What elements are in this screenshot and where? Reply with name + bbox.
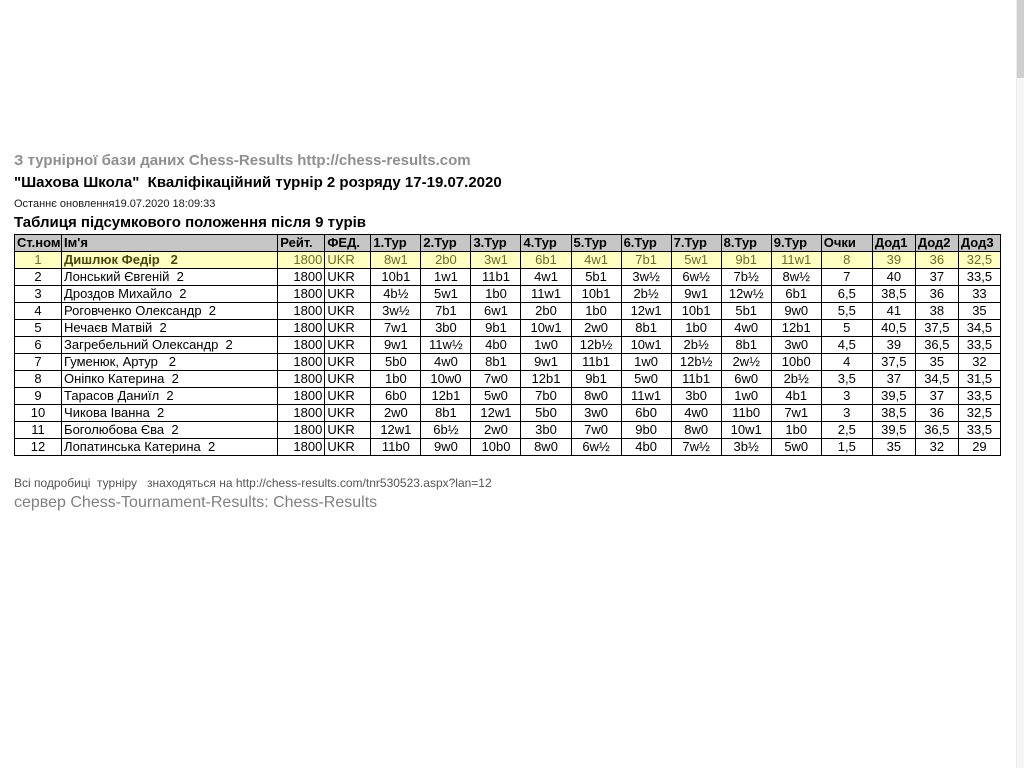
standings-table-title: Таблиця підсумкового положення після 9 турів — [14, 214, 366, 231]
cell-col-rating: 1800 — [278, 269, 325, 286]
cell-col-dod1: 37 — [872, 371, 915, 388]
cell-col-round-9: 12b1 — [771, 320, 821, 337]
cell-col-round-8: 7b½ — [721, 269, 771, 286]
cell-col-round-3: 6w1 — [471, 303, 521, 320]
cell-col-startnum: 12 — [15, 439, 62, 456]
cell-col-round-4: 11w1 — [521, 286, 571, 303]
cell-col-round-9: 5w0 — [771, 439, 821, 456]
cell-col-round-9: 8w½ — [771, 269, 821, 286]
cell-col-dod3: 33,5 — [958, 388, 1000, 405]
cell-col-round-6: 3w½ — [621, 269, 671, 286]
header-col-round-1: 1.Тур — [371, 235, 421, 252]
cell-col-round-2: 12b1 — [421, 388, 471, 405]
cell-col-rating: 1800 — [278, 439, 325, 456]
cell-col-startnum: 10 — [15, 405, 62, 422]
cell-col-round-5: 3w0 — [571, 405, 621, 422]
header-col-round-8: 8.Тур — [721, 235, 771, 252]
cell-col-round-4: 4w1 — [521, 269, 571, 286]
cell-col-points: 4 — [821, 354, 872, 371]
cell-col-rating: 1800 — [278, 337, 325, 354]
cell-col-round-7: 3b0 — [671, 388, 721, 405]
cell-col-round-5: 11b1 — [571, 354, 621, 371]
cell-col-round-4: 2b0 — [521, 303, 571, 320]
header-col-round-6: 6.Тур — [621, 235, 671, 252]
header-col-round-2: 2.Тур — [421, 235, 471, 252]
cell-col-dod3: 29 — [958, 439, 1000, 456]
cell-col-round-1: 10b1 — [371, 269, 421, 286]
cell-col-round-7: 10b1 — [671, 303, 721, 320]
cell-col-federation: UKR — [325, 439, 371, 456]
header-col-dod2: Дод2 — [915, 235, 958, 252]
cell-col-name: Боголюбова Єва 2 — [62, 422, 278, 439]
cell-col-round-6: 5w0 — [621, 371, 671, 388]
cell-col-round-7: 8w0 — [671, 422, 721, 439]
cell-col-round-1: 11b0 — [371, 439, 421, 456]
cell-col-dod2: 37 — [915, 269, 958, 286]
page-content — [14, 152, 1006, 512]
cell-col-name: Нечаєв Матвій 2 — [62, 320, 278, 337]
cell-col-round-8: 12w½ — [721, 286, 771, 303]
cell-col-round-6: 1w0 — [621, 354, 671, 371]
cell-col-dod1: 39 — [872, 337, 915, 354]
cell-col-round-4: 6b1 — [521, 252, 571, 269]
cell-col-round-3: 11b1 — [471, 269, 521, 286]
cell-col-round-1: 4b½ — [371, 286, 421, 303]
table-row — [15, 286, 1001, 303]
header-col-name: Ім'я — [62, 235, 278, 252]
cell-col-dod2: 34,5 — [915, 371, 958, 388]
vertical-scrollbar[interactable] — [1016, 0, 1024, 768]
cell-col-federation: UKR — [325, 286, 371, 303]
footer-server-line: сервер Chess-Tournament-Results: Chess-Results — [14, 494, 378, 511]
cell-col-federation: UKR — [325, 337, 371, 354]
cell-col-round-1: 6b0 — [371, 388, 421, 405]
cell-col-round-9: 4b1 — [771, 388, 821, 405]
table-row — [15, 422, 1001, 439]
table-row-highlighted — [15, 252, 1001, 269]
cell-col-startnum: 6 — [15, 337, 62, 354]
cell-col-rating: 1800 — [278, 405, 325, 422]
cell-col-round-1: 7w1 — [371, 320, 421, 337]
cell-col-points: 5 — [821, 320, 872, 337]
header-col-round-7: 7.Тур — [671, 235, 721, 252]
cell-col-round-9: 10b0 — [771, 354, 821, 371]
last-update-timestamp: Останнє оновлення19.07.2020 18:09:33 — [14, 198, 216, 210]
table-header-row — [15, 235, 1001, 252]
cell-col-round-4: 8w0 — [521, 439, 571, 456]
standings-table — [14, 234, 1001, 456]
cell-col-round-6: 10w1 — [621, 337, 671, 354]
cell-col-round-6: 12w1 — [621, 303, 671, 320]
cell-col-dod1: 39,5 — [872, 388, 915, 405]
cell-col-round-1: 2w0 — [371, 405, 421, 422]
cell-col-points: 2,5 — [821, 422, 872, 439]
cell-col-federation: UKR — [325, 405, 371, 422]
cell-col-name: Лопатинська Катерина 2 — [62, 439, 278, 456]
cell-col-name: Роговченко Олександр 2 — [62, 303, 278, 320]
cell-col-round-8: 6w0 — [721, 371, 771, 388]
header-col-startnum: Ст.ном — [15, 235, 62, 252]
cell-col-rating: 1800 — [278, 371, 325, 388]
cell-col-round-1: 8w1 — [371, 252, 421, 269]
cell-col-round-6: 4b0 — [621, 439, 671, 456]
cell-col-dod3: 33 — [958, 286, 1000, 303]
cell-col-dod3: 31,5 — [958, 371, 1000, 388]
table-row — [15, 371, 1001, 388]
table-row — [15, 439, 1001, 456]
cell-col-points: 4,5 — [821, 337, 872, 354]
cell-col-round-5: 12b½ — [571, 337, 621, 354]
cell-col-dod3: 33,5 — [958, 422, 1000, 439]
cell-col-round-5: 10b1 — [571, 286, 621, 303]
cell-col-round-2: 6b½ — [421, 422, 471, 439]
cell-col-federation: UKR — [325, 252, 371, 269]
cell-col-dod1: 38,5 — [872, 286, 915, 303]
scrollbar-thumb[interactable] — [1017, 0, 1024, 78]
cell-col-round-6: 7b1 — [621, 252, 671, 269]
cell-col-round-9: 7w1 — [771, 405, 821, 422]
cell-col-dod1: 40,5 — [872, 320, 915, 337]
cell-col-round-5: 5b1 — [571, 269, 621, 286]
cell-col-round-3: 5w0 — [471, 388, 521, 405]
cell-col-name: Гуменюк, Артур 2 — [62, 354, 278, 371]
cell-col-dod3: 32 — [958, 354, 1000, 371]
cell-col-round-4: 12b1 — [521, 371, 571, 388]
cell-col-round-7: 1b0 — [671, 320, 721, 337]
cell-col-round-4: 7b0 — [521, 388, 571, 405]
cell-col-round-7: 4w0 — [671, 405, 721, 422]
header-col-federation: ФЕД. — [325, 235, 371, 252]
cell-col-round-6: 8b1 — [621, 320, 671, 337]
header-col-round-4: 4.Тур — [521, 235, 571, 252]
cell-col-name: Тарасов Даниїл 2 — [62, 388, 278, 405]
results-table-body — [15, 252, 1001, 456]
cell-col-dod1: 35 — [872, 439, 915, 456]
header-col-dod3: Дод3 — [958, 235, 1000, 252]
cell-col-round-8: 8b1 — [721, 337, 771, 354]
cell-col-round-8: 2w½ — [721, 354, 771, 371]
cell-col-points: 6,5 — [821, 286, 872, 303]
cell-col-startnum: 1 — [15, 252, 62, 269]
cell-col-dod1: 37,5 — [872, 354, 915, 371]
cell-col-startnum: 3 — [15, 286, 62, 303]
cell-col-round-2: 7b1 — [421, 303, 471, 320]
cell-col-round-5: 2w0 — [571, 320, 621, 337]
source-database-line: З турнірної бази даних Chess-Results http://chess-results.com — [14, 152, 471, 169]
cell-col-dod3: 32,5 — [958, 405, 1000, 422]
table-row — [15, 354, 1001, 371]
cell-col-round-3: 12w1 — [471, 405, 521, 422]
header-col-round-5: 5.Тур — [571, 235, 621, 252]
cell-col-round-4: 9w1 — [521, 354, 571, 371]
cell-col-rating: 1800 — [278, 422, 325, 439]
cell-col-round-2: 9w0 — [421, 439, 471, 456]
cell-col-dod3: 35 — [958, 303, 1000, 320]
cell-col-dod2: 36 — [915, 286, 958, 303]
cell-col-points: 7 — [821, 269, 872, 286]
cell-col-dod3: 33,5 — [958, 269, 1000, 286]
table-row — [15, 320, 1001, 337]
cell-col-round-5: 9b1 — [571, 371, 621, 388]
cell-col-federation: UKR — [325, 354, 371, 371]
footer-tournament-link: Всі подробиці турніру знаходяться на http://chess-results.com/tnr530523.aspx?lan=12 — [14, 476, 492, 490]
cell-col-federation: UKR — [325, 320, 371, 337]
cell-col-round-2: 4w0 — [421, 354, 471, 371]
cell-col-points: 8 — [821, 252, 872, 269]
cell-col-dod1: 40 — [872, 269, 915, 286]
cell-col-round-1: 3w½ — [371, 303, 421, 320]
cell-col-round-3: 8b1 — [471, 354, 521, 371]
table-row — [15, 337, 1001, 354]
cell-col-dod2: 32 — [915, 439, 958, 456]
cell-col-dod1: 38,5 — [872, 405, 915, 422]
cell-col-round-7: 7w½ — [671, 439, 721, 456]
cell-col-startnum: 4 — [15, 303, 62, 320]
cell-col-round-1: 12w1 — [371, 422, 421, 439]
cell-col-round-3: 10b0 — [471, 439, 521, 456]
cell-col-dod2: 36 — [915, 252, 958, 269]
header-col-points: Очки — [821, 235, 872, 252]
cell-col-round-6: 6b0 — [621, 405, 671, 422]
cell-col-round-2: 3b0 — [421, 320, 471, 337]
cell-col-round-9: 3w0 — [771, 337, 821, 354]
cell-col-round-2: 1w1 — [421, 269, 471, 286]
cell-col-startnum: 2 — [15, 269, 62, 286]
cell-col-round-6: 9b0 — [621, 422, 671, 439]
cell-col-points: 3 — [821, 388, 872, 405]
cell-col-name: Лонський Євгеній 2 — [62, 269, 278, 286]
cell-col-round-5: 6w½ — [571, 439, 621, 456]
table-row — [15, 405, 1001, 422]
cell-col-round-3: 9b1 — [471, 320, 521, 337]
cell-col-round-8: 11b0 — [721, 405, 771, 422]
header-col-rating: Рейт. — [278, 235, 325, 252]
cell-col-rating: 1800 — [278, 252, 325, 269]
cell-col-round-3: 3w1 — [471, 252, 521, 269]
cell-col-startnum: 9 — [15, 388, 62, 405]
cell-col-dod2: 36 — [915, 405, 958, 422]
cell-col-round-7: 5w1 — [671, 252, 721, 269]
cell-col-round-5: 1b0 — [571, 303, 621, 320]
cell-col-round-7: 12b½ — [671, 354, 721, 371]
header-col-round-9: 9.Тур — [771, 235, 821, 252]
cell-col-round-4: 1w0 — [521, 337, 571, 354]
cell-col-round-8: 5b1 — [721, 303, 771, 320]
cell-col-round-3: 4b0 — [471, 337, 521, 354]
cell-col-round-1: 1b0 — [371, 371, 421, 388]
cell-col-dod2: 36,5 — [915, 337, 958, 354]
cell-col-rating: 1800 — [278, 320, 325, 337]
cell-col-name: Оніпко Катерина 2 — [62, 371, 278, 388]
cell-col-round-3: 7w0 — [471, 371, 521, 388]
cell-col-round-4: 5b0 — [521, 405, 571, 422]
cell-col-rating: 1800 — [278, 388, 325, 405]
cell-col-dod3: 34,5 — [958, 320, 1000, 337]
cell-col-round-5: 8w0 — [571, 388, 621, 405]
cell-col-name: Загребельний Олександр 2 — [62, 337, 278, 354]
cell-col-dod3: 33,5 — [958, 337, 1000, 354]
cell-col-name: Дроздов Михайло 2 — [62, 286, 278, 303]
cell-col-round-1: 9w1 — [371, 337, 421, 354]
cell-col-startnum: 11 — [15, 422, 62, 439]
cell-col-rating: 1800 — [278, 303, 325, 320]
cell-col-round-7: 2b½ — [671, 337, 721, 354]
cell-col-name: Чикова Іванна 2 — [62, 405, 278, 422]
cell-col-rating: 1800 — [278, 286, 325, 303]
cell-col-round-8: 10w1 — [721, 422, 771, 439]
cell-col-round-8: 3b½ — [721, 439, 771, 456]
cell-col-points: 1,5 — [821, 439, 872, 456]
cell-col-dod2: 38 — [915, 303, 958, 320]
cell-col-dod2: 37 — [915, 388, 958, 405]
cell-col-startnum: 7 — [15, 354, 62, 371]
cell-col-round-7: 6w½ — [671, 269, 721, 286]
cell-col-federation: UKR — [325, 269, 371, 286]
cell-col-dod1: 39,5 — [872, 422, 915, 439]
cell-col-round-9: 6b1 — [771, 286, 821, 303]
cell-col-round-6: 11w1 — [621, 388, 671, 405]
cell-col-round-5: 7w0 — [571, 422, 621, 439]
cell-col-startnum: 5 — [15, 320, 62, 337]
cell-col-round-2: 2b0 — [421, 252, 471, 269]
cell-col-dod2: 37,5 — [915, 320, 958, 337]
cell-col-startnum: 8 — [15, 371, 62, 388]
cell-col-dod3: 32,5 — [958, 252, 1000, 269]
cell-col-rating: 1800 — [278, 354, 325, 371]
header-col-round-3: 3.Тур — [471, 235, 521, 252]
cell-col-round-8: 4w0 — [721, 320, 771, 337]
header-col-dod1: Дод1 — [872, 235, 915, 252]
cell-col-dod1: 41 — [872, 303, 915, 320]
cell-col-round-9: 9w0 — [771, 303, 821, 320]
tournament-title: "Шахова Школа" Кваліфікаційний турнір 2 розряду 17-19.07.2020 — [14, 174, 502, 191]
cell-col-dod2: 35 — [915, 354, 958, 371]
cell-col-round-8: 9b1 — [721, 252, 771, 269]
cell-col-round-8: 1w0 — [721, 388, 771, 405]
cell-col-round-3: 2w0 — [471, 422, 521, 439]
cell-col-dod2: 36,5 — [915, 422, 958, 439]
cell-col-round-9: 11w1 — [771, 252, 821, 269]
cell-col-round-7: 9w1 — [671, 286, 721, 303]
table-row — [15, 303, 1001, 320]
cell-col-points: 3,5 — [821, 371, 872, 388]
cell-col-round-2: 5w1 — [421, 286, 471, 303]
cell-col-dod1: 39 — [872, 252, 915, 269]
cell-col-round-5: 4w1 — [571, 252, 621, 269]
cell-col-federation: UKR — [325, 303, 371, 320]
table-row — [15, 388, 1001, 405]
cell-col-round-7: 11b1 — [671, 371, 721, 388]
cell-col-round-9: 2b½ — [771, 371, 821, 388]
cell-col-federation: UKR — [325, 388, 371, 405]
cell-col-round-1: 5b0 — [371, 354, 421, 371]
cell-col-round-6: 2b½ — [621, 286, 671, 303]
cell-col-points: 5,5 — [821, 303, 872, 320]
cell-col-round-2: 10w0 — [421, 371, 471, 388]
cell-col-round-9: 1b0 — [771, 422, 821, 439]
cell-col-round-4: 3b0 — [521, 422, 571, 439]
cell-col-round-2: 8b1 — [421, 405, 471, 422]
table-row — [15, 269, 1001, 286]
cell-col-name: Дишлюк Федір 2 — [62, 252, 278, 269]
cell-col-round-2: 11w½ — [421, 337, 471, 354]
cell-col-federation: UKR — [325, 371, 371, 388]
cell-col-points: 3 — [821, 405, 872, 422]
cell-col-round-3: 1b0 — [471, 286, 521, 303]
cell-col-round-4: 10w1 — [521, 320, 571, 337]
cell-col-federation: UKR — [325, 422, 371, 439]
